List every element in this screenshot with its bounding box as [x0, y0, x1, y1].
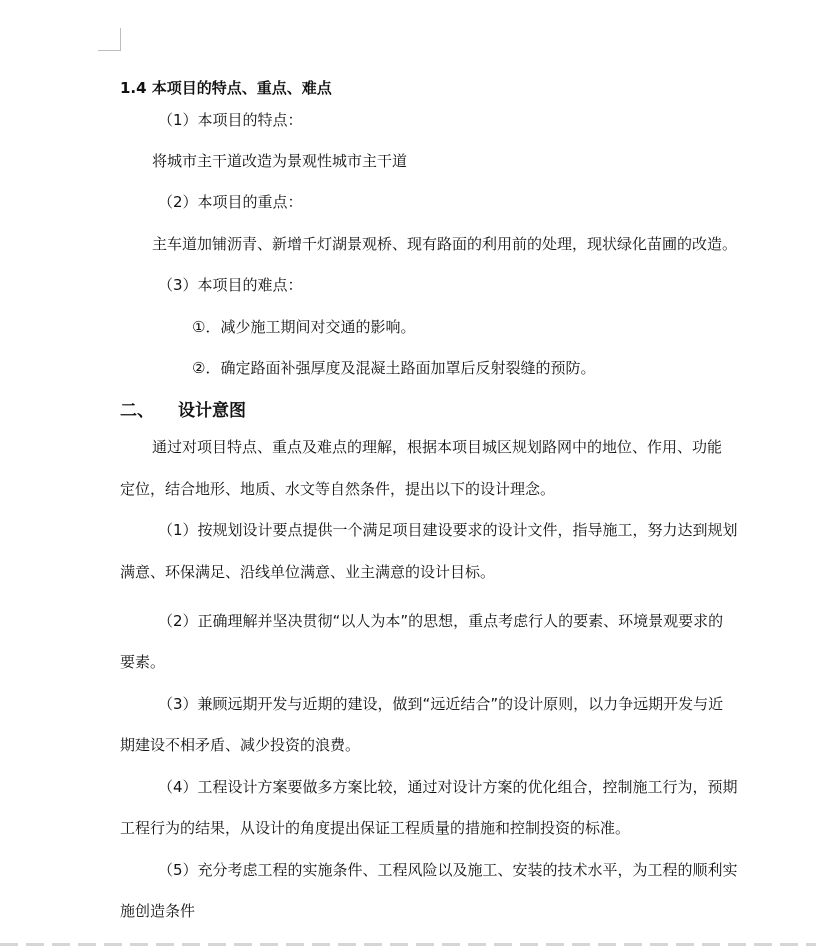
concept-line: 要素。	[120, 653, 166, 671]
concept-line: 施创造条件	[120, 902, 196, 920]
feature-text: 将城市主干道改造为景观性城市主干道	[152, 152, 408, 170]
page-corner-mark	[98, 28, 121, 51]
intro-line: 定位，结合地形、地质、水文等自然条件，提出以下的设计理念。	[120, 480, 556, 498]
section-heading: 1.4 本项目的特点、重点、难点	[120, 79, 332, 97]
concept-line: 满意、环保满足、沿线单位满意、业主满意的设计目标。	[120, 563, 496, 581]
key-point-label: （2）本项目的重点：	[158, 193, 303, 211]
concept-line: （2）正确理解并坚决贯彻“以人为本”的思想，重点考虑行人的要素、环境景观要求的	[158, 612, 724, 630]
chapter-title: 设计意图	[178, 401, 246, 421]
difficulty-label: （3）本项目的难点：	[158, 276, 303, 294]
concept-line: 期建设不相矛盾、减少投资的浪费。	[120, 736, 361, 754]
chapter-number: 二、	[120, 401, 154, 421]
concept-line: （1）按规划设计要点提供一个满足项目建设要求的设计文件，指导施工，努力达到规划	[158, 521, 738, 539]
feature-label: （1）本项目的特点：	[158, 111, 303, 129]
key-point-text: 主车道加铺沥青、新增千灯湖景观桥、现有路面的利用前的处理，现状绿化苗圃的改造。	[152, 235, 738, 253]
intro-line: 通过对项目特点、重点及难点的理解，根据本项目城区规划路网中的地位、作用、功能	[152, 438, 723, 456]
difficulty-item: ①．减少施工期间对交通的影响。	[192, 318, 416, 336]
concept-line: （3）兼顾远期开发与近期的建设，做到“远近结合”的设计原则，以力争远期开发与近	[158, 695, 724, 713]
concept-line: （4）工程设计方案要做多方案比较，通过对设计方案的优化组合，控制施工行为，预期	[158, 778, 738, 796]
concept-line: （5）充分考虑工程的实施条件、工程风险以及施工、安装的技术水平，为工程的顺利实	[158, 861, 738, 879]
concept-line: 工程行为的结果，从设计的角度提出保证工程质量的措施和控制投资的标准。	[120, 819, 631, 837]
difficulty-item: ②．确定路面补强厚度及混凝土路面加罩后反射裂缝的预防。	[192, 359, 596, 377]
